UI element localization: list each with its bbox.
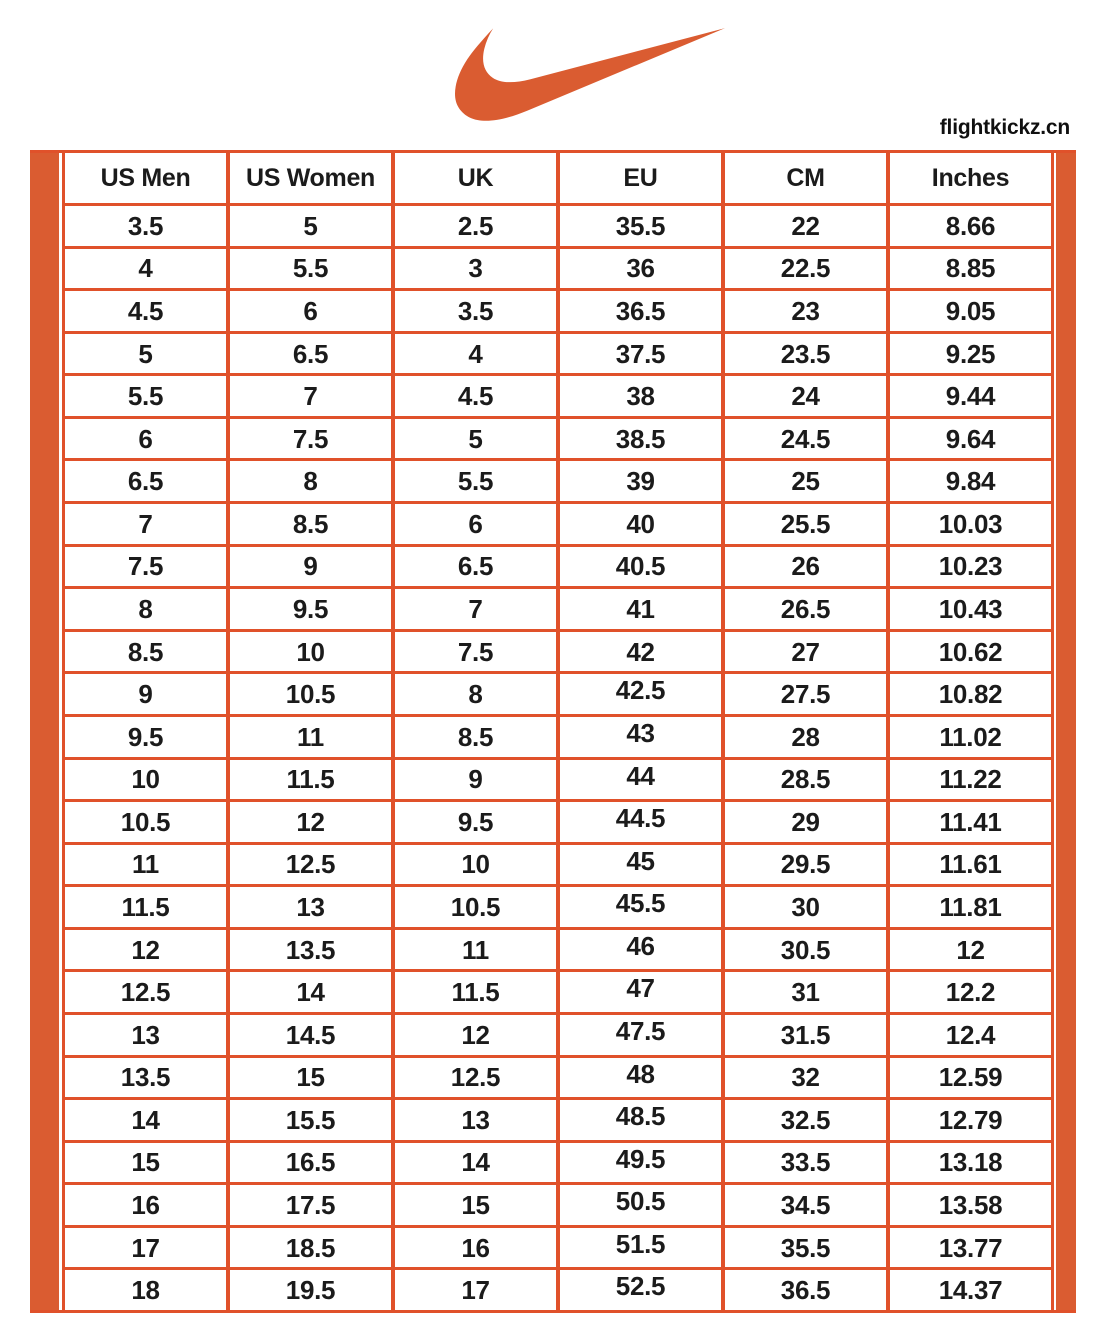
size-cell: 32.5 (725, 1100, 886, 1140)
size-cell: 17.5 (230, 1185, 391, 1225)
size-cell: 36 (560, 249, 721, 289)
size-cell: 13.18 (890, 1143, 1051, 1183)
size-cell: 50.5 (560, 1185, 721, 1225)
size-cell: 29.5 (725, 845, 886, 885)
size-cell: 9 (395, 760, 556, 800)
size-cell: 48.5 (560, 1100, 721, 1140)
size-cell: 49.5 (560, 1143, 721, 1183)
size-cell: 13.77 (890, 1228, 1051, 1268)
size-cell: 7 (230, 376, 391, 416)
size-cell: 33.5 (725, 1143, 886, 1183)
size-cell: 10.43 (890, 589, 1051, 629)
size-cell: 15.5 (230, 1100, 391, 1140)
size-cell: 9 (65, 674, 226, 714)
column-header-us-men: US Men (65, 153, 226, 203)
size-cell: 25 (725, 461, 886, 501)
size-cell: 6 (65, 419, 226, 459)
size-cell: 12.5 (230, 845, 391, 885)
size-cell: 4 (395, 334, 556, 374)
size-cell: 14 (230, 972, 391, 1012)
size-cell: 8.66 (890, 206, 1051, 246)
size-cell: 12 (65, 930, 226, 970)
size-cell: 10.62 (890, 632, 1051, 672)
size-cell: 28.5 (725, 760, 886, 800)
size-cell: 27 (725, 632, 886, 672)
size-cell: 16 (395, 1228, 556, 1268)
size-cell: 8 (65, 589, 226, 629)
size-cell: 8.85 (890, 249, 1051, 289)
size-cell: 5 (65, 334, 226, 374)
size-cell: 9.5 (230, 589, 391, 629)
size-cell: 24.5 (725, 419, 886, 459)
size-cell: 44.5 (560, 802, 721, 842)
size-cell: 6 (230, 291, 391, 331)
size-cell: 3.5 (395, 291, 556, 331)
size-cell: 38.5 (560, 419, 721, 459)
size-cell: 42 (560, 632, 721, 672)
size-cell: 42.5 (560, 674, 721, 714)
size-cell: 5 (395, 419, 556, 459)
nike-swoosh-icon (455, 27, 725, 123)
size-cell: 11.41 (890, 802, 1051, 842)
size-cell: 10 (395, 845, 556, 885)
size-cell: 5.5 (395, 461, 556, 501)
size-cell: 13 (395, 1100, 556, 1140)
size-cell: 7.5 (230, 419, 391, 459)
size-cell: 10.03 (890, 504, 1051, 544)
size-cell: 30.5 (725, 930, 886, 970)
size-cell: 9.84 (890, 461, 1051, 501)
size-cell: 9.44 (890, 376, 1051, 416)
size-cell: 23.5 (725, 334, 886, 374)
size-cell: 11.5 (230, 760, 391, 800)
size-cell: 43 (560, 717, 721, 757)
size-cell: 19.5 (230, 1270, 391, 1310)
size-cell: 31.5 (725, 1015, 886, 1055)
column-header-eu: EU (560, 153, 721, 203)
size-cell: 28 (725, 717, 886, 757)
size-cell: 5.5 (230, 249, 391, 289)
size-cell: 9 (230, 547, 391, 587)
size-cell: 52.5 (560, 1270, 721, 1310)
size-cell: 4.5 (395, 376, 556, 416)
size-cell: 8.5 (395, 717, 556, 757)
size-cell: 14 (395, 1143, 556, 1183)
size-cell: 14.37 (890, 1270, 1051, 1310)
size-cell: 12.79 (890, 1100, 1051, 1140)
size-cell: 11.81 (890, 887, 1051, 927)
size-cell: 16.5 (230, 1143, 391, 1183)
size-cell: 6.5 (395, 547, 556, 587)
size-cell: 13 (65, 1015, 226, 1055)
size-cell: 15 (65, 1143, 226, 1183)
size-cell: 10.82 (890, 674, 1051, 714)
size-cell: 13.5 (230, 930, 391, 970)
size-cell: 17 (65, 1228, 226, 1268)
size-cell: 26 (725, 547, 886, 587)
size-cell: 10.5 (230, 674, 391, 714)
size-cell: 10.5 (395, 887, 556, 927)
size-cell: 5.5 (65, 376, 226, 416)
size-cell: 37.5 (560, 334, 721, 374)
size-cell: 6.5 (65, 461, 226, 501)
size-cell: 8 (395, 674, 556, 714)
size-cell: 13 (230, 887, 391, 927)
size-cell: 47.5 (560, 1015, 721, 1055)
size-cell: 12 (230, 802, 391, 842)
site-name: flightkickz.cn (939, 116, 1070, 139)
size-cell: 11.22 (890, 760, 1051, 800)
size-cell: 10 (65, 760, 226, 800)
size-cell: 35.5 (560, 206, 721, 246)
size-cell: 44 (560, 760, 721, 800)
right-accent-bar (1056, 153, 1076, 1310)
size-cell: 48 (560, 1058, 721, 1098)
size-cell: 7.5 (65, 547, 226, 587)
left-accent-bar (30, 153, 59, 1310)
size-cell: 23 (725, 291, 886, 331)
size-cell: 12 (395, 1015, 556, 1055)
size-cell: 11.02 (890, 717, 1051, 757)
size-cell: 3.5 (65, 206, 226, 246)
size-cell: 40 (560, 504, 721, 544)
size-cell: 29 (725, 802, 886, 842)
size-grid (62, 153, 1054, 1310)
size-cell: 14 (65, 1100, 226, 1140)
size-cell: 12.4 (890, 1015, 1051, 1055)
size-cell: 9.64 (890, 419, 1051, 459)
size-cell: 9.25 (890, 334, 1051, 374)
nike-logo (455, 27, 725, 123)
size-cell: 14.5 (230, 1015, 391, 1055)
size-cell: 12.59 (890, 1058, 1051, 1098)
size-cell: 11 (230, 717, 391, 757)
size-cell: 11 (65, 845, 226, 885)
size-cell: 3 (395, 249, 556, 289)
column-header-cm: CM (725, 153, 886, 203)
size-cell: 6.5 (230, 334, 391, 374)
column-header-uk: UK (395, 153, 556, 203)
size-cell: 10.23 (890, 547, 1051, 587)
size-cell: 18 (65, 1270, 226, 1310)
size-cell: 31 (725, 972, 886, 1012)
size-cell: 8.5 (230, 504, 391, 544)
size-cell: 30 (725, 887, 886, 927)
size-cell: 7 (395, 589, 556, 629)
size-table (30, 150, 1076, 1313)
size-cell: 12.5 (65, 972, 226, 1012)
size-cell: 32 (725, 1058, 886, 1098)
size-cell: 39 (560, 461, 721, 501)
size-cell: 8 (230, 461, 391, 501)
size-cell: 10 (230, 632, 391, 672)
size-cell: 38 (560, 376, 721, 416)
size-cell: 4.5 (65, 291, 226, 331)
size-cell: 12.5 (395, 1058, 556, 1098)
size-cell: 11.5 (65, 887, 226, 927)
size-cell: 35.5 (725, 1228, 886, 1268)
size-cell: 9.5 (65, 717, 226, 757)
size-cell: 4 (65, 249, 226, 289)
size-cell: 25.5 (725, 504, 886, 544)
size-cell: 45 (560, 845, 721, 885)
size-cell: 36.5 (725, 1270, 886, 1310)
size-cell: 11 (395, 930, 556, 970)
size-cell: 11.61 (890, 845, 1051, 885)
size-cell: 40.5 (560, 547, 721, 587)
size-cell: 13.5 (65, 1058, 226, 1098)
size-cell: 13.58 (890, 1185, 1051, 1225)
size-cell: 7 (65, 504, 226, 544)
size-cell: 45.5 (560, 887, 721, 927)
size-cell: 10.5 (65, 802, 226, 842)
size-cell: 5 (230, 206, 391, 246)
size-cell: 15 (395, 1185, 556, 1225)
size-cell: 18.5 (230, 1228, 391, 1268)
size-cell: 12 (890, 930, 1051, 970)
size-cell: 27.5 (725, 674, 886, 714)
size-cell: 12.2 (890, 972, 1051, 1012)
column-header-us-women: US Women (230, 153, 391, 203)
size-cell: 16 (65, 1185, 226, 1225)
size-cell: 34.5 (725, 1185, 886, 1225)
size-cell: 41 (560, 589, 721, 629)
size-cell: 11.5 (395, 972, 556, 1012)
size-cell: 17 (395, 1270, 556, 1310)
size-cell: 7.5 (395, 632, 556, 672)
size-cell: 9.05 (890, 291, 1051, 331)
size-cell: 51.5 (560, 1228, 721, 1268)
size-cell: 46 (560, 930, 721, 970)
size-cell: 15 (230, 1058, 391, 1098)
size-cell: 8.5 (65, 632, 226, 672)
size-cell: 26.5 (725, 589, 886, 629)
size-cell: 9.5 (395, 802, 556, 842)
size-cell: 36.5 (560, 291, 721, 331)
column-header-inches: Inches (890, 153, 1051, 203)
size-cell: 2.5 (395, 206, 556, 246)
size-cell: 22.5 (725, 249, 886, 289)
size-cell: 47 (560, 972, 721, 1012)
size-cell: 6 (395, 504, 556, 544)
size-cell: 22 (725, 206, 886, 246)
size-cell: 24 (725, 376, 886, 416)
